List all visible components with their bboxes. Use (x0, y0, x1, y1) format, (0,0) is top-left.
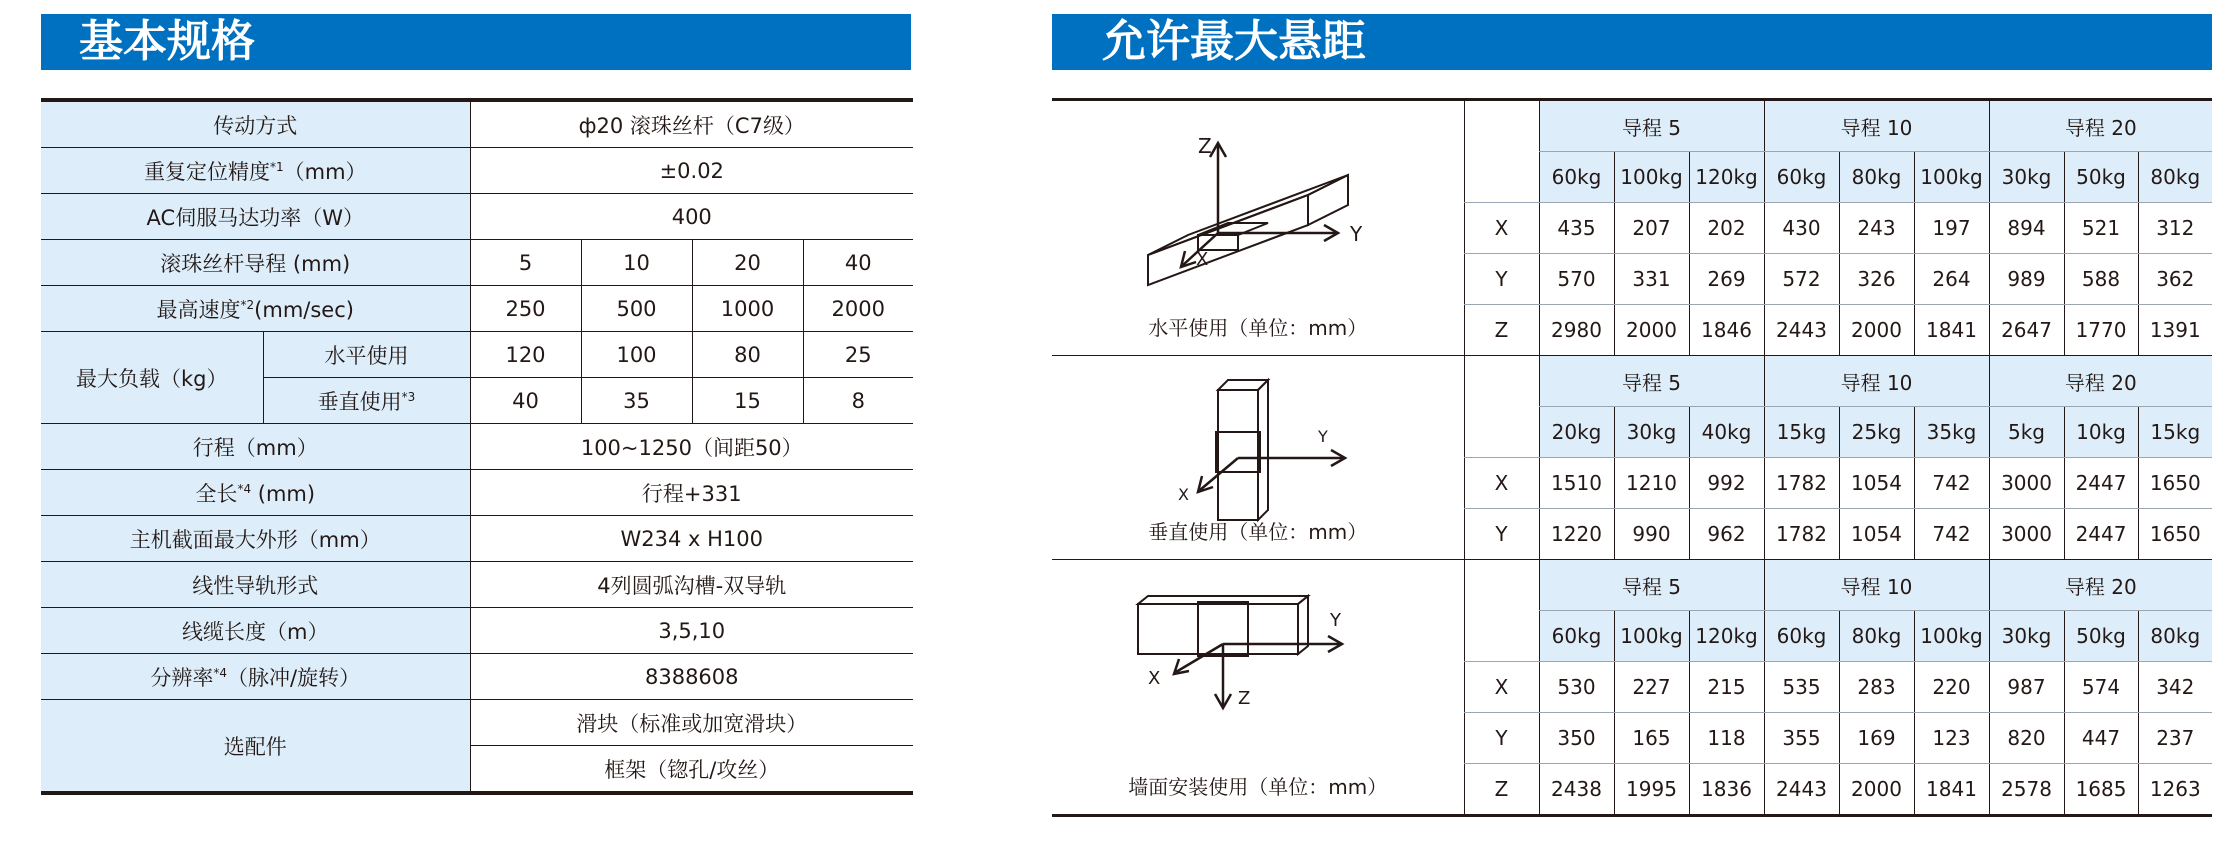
horizontal-diagram-cell (1052, 100, 1464, 356)
horizontal-mount-diagram (1128, 115, 1388, 305)
axis-cell: X (1464, 662, 1539, 713)
value-cell: 1391 (2138, 305, 2212, 356)
value-cell: 570 (1539, 254, 1614, 305)
spec-value: 8 (803, 378, 913, 424)
value-cell: 987 (1989, 662, 2064, 713)
load-header: 60kg (1539, 611, 1614, 662)
load-header: 120kg (1689, 611, 1764, 662)
spec-value: 2000 (803, 286, 913, 332)
value-cell: 2000 (1614, 305, 1689, 356)
spec-row-repeat (41, 148, 913, 194)
value-cell: 530 (1539, 662, 1614, 713)
spec-row-length (41, 470, 913, 516)
vertical-diagram-cell (1052, 356, 1464, 560)
value-cell: 3000 (1989, 458, 2064, 509)
axis-cell: Y (1464, 509, 1539, 560)
axis-cell: X (1464, 203, 1539, 254)
spec-label: 行程（mm） (41, 424, 470, 470)
value-cell: 588 (2064, 254, 2138, 305)
spec-row-cable (41, 608, 913, 654)
value-cell: 572 (1764, 254, 1839, 305)
value-cell: 202 (1689, 203, 1764, 254)
value-cell: 742 (1914, 509, 1989, 560)
overhang-title-bar (1052, 14, 2212, 70)
spec-value: ±0.02 (470, 148, 913, 194)
value-cell: 350 (1539, 713, 1614, 764)
overhang-lead-row (1052, 100, 2212, 152)
axis-label: X (1195, 249, 1209, 270)
value-cell: 820 (1989, 713, 2064, 764)
load-header: 100kg (1614, 611, 1689, 662)
spec-label: 重复定位精度$^{*1}$（mm） (41, 148, 470, 194)
value-cell: 165 (1614, 713, 1689, 764)
spec-value: ф20 滚珠丝杆（C7级） (470, 100, 913, 148)
value-cell: 264 (1914, 254, 1989, 305)
load-header: 80kg (2138, 611, 2212, 662)
spec-label: 线缆长度（m） (41, 608, 470, 654)
value-cell: 312 (2138, 203, 2212, 254)
value-cell: 269 (1689, 254, 1764, 305)
axis-cell: Y (1464, 254, 1539, 305)
spec-title: 基本规格 (79, 16, 255, 67)
spec-row-guide (41, 562, 913, 608)
load-header: 60kg (1539, 152, 1614, 203)
axis-label: Z (1237, 688, 1251, 709)
spec-value: 15 (692, 378, 803, 424)
spec-title-bar (41, 14, 911, 70)
value-cell: 1054 (1839, 458, 1914, 509)
axis-header-blank (1464, 560, 1539, 662)
spec-row-stroke (41, 424, 913, 470)
spec-value: 35 (581, 378, 692, 424)
lead-header: 导程 20 (1989, 100, 2212, 152)
load-header: 15kg (1764, 407, 1839, 458)
spec-value: 100 (581, 332, 692, 378)
value-cell: 355 (1764, 713, 1839, 764)
value-cell: 2443 (1764, 305, 1839, 356)
value-cell: 215 (1689, 662, 1764, 713)
vertical-mount-diagram (1138, 370, 1378, 530)
lead-header: 导程 5 (1539, 100, 1764, 152)
axis-cell: Z (1464, 764, 1539, 816)
value-cell: 331 (1614, 254, 1689, 305)
spec-label: AC伺服马达功率（W） (41, 194, 470, 240)
load-header: 50kg (2064, 152, 2138, 203)
load-header: 30kg (1614, 407, 1689, 458)
value-cell: 243 (1839, 203, 1914, 254)
value-cell: 283 (1839, 662, 1914, 713)
spec-value: 8388608 (470, 654, 913, 700)
load-header: 80kg (2138, 152, 2212, 203)
value-cell: 1995 (1614, 764, 1689, 816)
value-cell: 326 (1839, 254, 1914, 305)
value-cell: 1510 (1539, 458, 1614, 509)
wall-diagram-cell (1052, 560, 1464, 816)
spec-value: 4列圆弧沟槽-双导轨 (470, 562, 913, 608)
value-cell: 1220 (1539, 509, 1614, 560)
spec-row-load-h (41, 332, 913, 378)
value-cell: 2000 (1839, 305, 1914, 356)
value-cell: 207 (1614, 203, 1689, 254)
value-cell: 1841 (1914, 764, 1989, 816)
spec-value: 80 (692, 332, 803, 378)
spec-row-lead (41, 240, 913, 286)
diagram-caption: 水平使用（单位：mm） (1148, 316, 1368, 340)
value-cell: 447 (2064, 713, 2138, 764)
overhang-lead-row (1052, 560, 2212, 611)
overhang-table (1052, 98, 2212, 817)
value-cell: 3000 (1989, 509, 2064, 560)
spec-row-drive (41, 100, 913, 148)
value-cell: 521 (2064, 203, 2138, 254)
lead-header: 导程 5 (1539, 560, 1764, 611)
value-cell: 1650 (2138, 509, 2212, 560)
value-cell: 342 (2138, 662, 2212, 713)
spec-label: 滚珠丝杆导程 (mm) (41, 240, 470, 286)
diagram-caption: 垂直使用（单位：mm） (1148, 520, 1368, 544)
value-cell: 1054 (1839, 509, 1914, 560)
value-cell: 435 (1539, 203, 1614, 254)
spec-value: 行程+331 (470, 470, 913, 516)
value-cell: 2443 (1764, 764, 1839, 816)
axis-header-blank (1464, 356, 1539, 458)
axis-label: Y (1317, 427, 1328, 446)
lead-header: 导程 10 (1764, 560, 1989, 611)
load-header: 20kg (1539, 407, 1614, 458)
load-header: 40kg (1689, 407, 1764, 458)
value-cell: 989 (1989, 254, 2064, 305)
value-cell: 742 (1914, 458, 1989, 509)
lead-header: 导程 20 (1989, 356, 2212, 407)
spec-value: 20 (692, 240, 803, 286)
value-cell: 1836 (1689, 764, 1764, 816)
load-header: 120kg (1689, 152, 1764, 203)
load-header: 10kg (2064, 407, 2138, 458)
value-cell: 894 (1989, 203, 2064, 254)
value-cell: 197 (1914, 203, 1989, 254)
load-header: 80kg (1839, 611, 1914, 662)
spec-row-speed (41, 286, 913, 332)
wall-mount-diagram (1118, 574, 1398, 724)
load-header: 100kg (1914, 152, 1989, 203)
value-cell: 574 (2064, 662, 2138, 713)
load-header: 5kg (1989, 407, 2064, 458)
value-cell: 1841 (1914, 305, 1989, 356)
value-cell: 123 (1914, 713, 1989, 764)
value-cell: 2438 (1539, 764, 1614, 816)
value-cell: 220 (1914, 662, 1989, 713)
spec-value: 25 (803, 332, 913, 378)
lead-header: 导程 10 (1764, 356, 1989, 407)
load-header: 100kg (1614, 152, 1689, 203)
value-cell: 169 (1839, 713, 1914, 764)
value-cell: 430 (1764, 203, 1839, 254)
load-header: 30kg (1989, 152, 2064, 203)
load-header: 25kg (1839, 407, 1914, 458)
value-cell: 962 (1689, 509, 1764, 560)
lead-header: 导程 20 (1989, 560, 2212, 611)
spec-value: 框架（锪孔/攻丝） (470, 746, 913, 794)
spec-value: 40 (803, 240, 913, 286)
value-cell: 1782 (1764, 458, 1839, 509)
spec-label: 分辨率$^{*4}$（脉冲/旋转） (41, 654, 470, 700)
axis-header-blank (1464, 100, 1539, 203)
overhang-lead-row (1052, 356, 2212, 407)
axis-cell: Z (1464, 305, 1539, 356)
value-cell: 227 (1614, 662, 1689, 713)
spec-row-options-1 (41, 700, 913, 746)
spec-value: 100~1250（间距50） (470, 424, 913, 470)
load-header: 80kg (1839, 152, 1914, 203)
spec-label: 线性导轨形式 (41, 562, 470, 608)
value-cell: 1770 (2064, 305, 2138, 356)
spec-table (41, 98, 913, 795)
spec-value: 500 (581, 286, 692, 332)
value-cell: 1210 (1614, 458, 1689, 509)
value-cell: 2578 (1989, 764, 2064, 816)
axis-label: X (1177, 485, 1189, 504)
axis-label: Z (1197, 134, 1212, 158)
value-cell: 992 (1689, 458, 1764, 509)
axis-cell: Y (1464, 713, 1539, 764)
value-cell: 990 (1614, 509, 1689, 560)
spec-value: 250 (470, 286, 581, 332)
lead-header: 导程 5 (1539, 356, 1764, 407)
value-cell: 535 (1764, 662, 1839, 713)
load-header: 30kg (1989, 611, 2064, 662)
value-cell: 1782 (1764, 509, 1839, 560)
load-header: 35kg (1914, 407, 1989, 458)
load-header: 60kg (1764, 152, 1839, 203)
spec-value: 120 (470, 332, 581, 378)
load-header: 60kg (1764, 611, 1839, 662)
value-cell: 1263 (2138, 764, 2212, 816)
value-cell: 118 (1689, 713, 1764, 764)
spec-value: 5 (470, 240, 581, 286)
value-cell: 1685 (2064, 764, 2138, 816)
axis-cell: X (1464, 458, 1539, 509)
value-cell: 1846 (1689, 305, 1764, 356)
load-header: 100kg (1914, 611, 1989, 662)
overhang-title: 允许最大悬距 (1102, 16, 1366, 67)
spec-label: 主机截面最大外形（mm） (41, 516, 470, 562)
axis-label: X (1147, 668, 1161, 689)
value-cell: 237 (2138, 713, 2212, 764)
spec-label: 传动方式 (41, 100, 470, 148)
spec-label: 选配件 (41, 700, 470, 794)
spec-row-section (41, 516, 913, 562)
spec-sublabel: 垂直使用$^{*3}$ (263, 378, 470, 424)
value-cell: 362 (2138, 254, 2212, 305)
spec-value: 40 (470, 378, 581, 424)
value-cell: 1650 (2138, 458, 2212, 509)
load-header: 15kg (2138, 407, 2212, 458)
spec-value: 400 (470, 194, 913, 240)
axis-label: Y (1349, 222, 1362, 246)
spec-row-resolution (41, 654, 913, 700)
value-cell: 2000 (1839, 764, 1914, 816)
spec-value: W234 x H100 (470, 516, 913, 562)
load-header: 50kg (2064, 611, 2138, 662)
spec-value: 1000 (692, 286, 803, 332)
spec-label: 最高速度$^{*2}$(mm/sec) (41, 286, 470, 332)
spec-value: 3,5,10 (470, 608, 913, 654)
axis-label: Y (1329, 610, 1341, 631)
spec-row-motor (41, 194, 913, 240)
value-cell: 2647 (1989, 305, 2064, 356)
value-cell: 2447 (2064, 458, 2138, 509)
lead-header: 导程 10 (1764, 100, 1989, 152)
diagram-caption: 墙面安装使用（单位：mm） (1128, 775, 1388, 799)
spec-value: 10 (581, 240, 692, 286)
spec-label: 最大负载（kg） (41, 332, 263, 424)
spec-sublabel: 水平使用 (263, 332, 470, 378)
spec-label: 全长$^{*4}$ (mm) (41, 470, 470, 516)
value-cell: 2447 (2064, 509, 2138, 560)
value-cell: 2980 (1539, 305, 1614, 356)
spec-value: 滑块（标准或加宽滑块） (470, 700, 913, 746)
